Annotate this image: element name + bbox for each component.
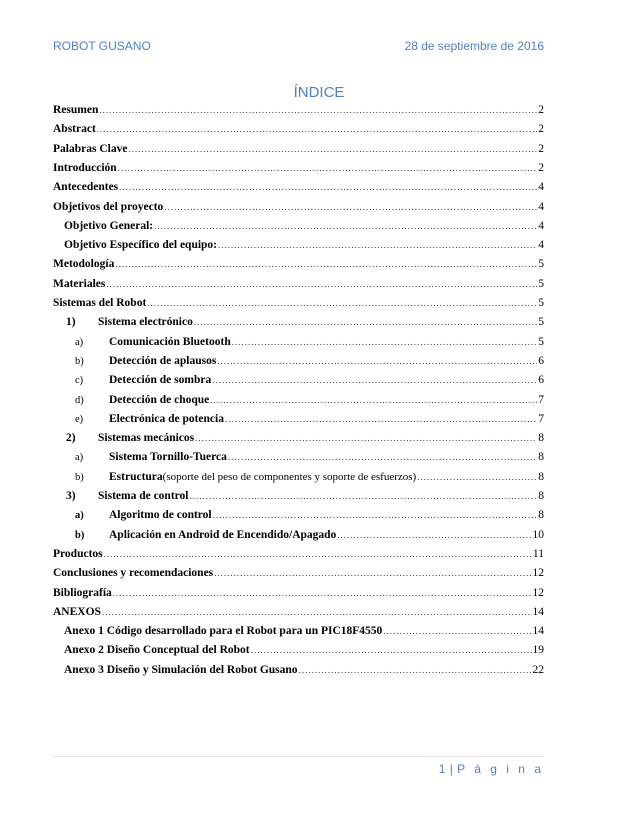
toc-leader-dots (232, 337, 538, 347)
toc-entry-label: Abstract (53, 123, 96, 136)
toc-page-number: 6 (538, 354, 544, 367)
toc-entry-label: Conclusiones y recomendaciones (53, 567, 214, 580)
toc-page-number: 4 (538, 219, 544, 232)
toc-leader-dots (104, 549, 532, 559)
header-left-title: ROBOT GUSANO (53, 39, 151, 53)
toc-entry[interactable] (53, 644, 544, 660)
toc-leader-dots (195, 433, 537, 443)
toc-entry[interactable] (53, 587, 544, 603)
toc-leader-dots (213, 510, 538, 520)
toc-leader-dots (251, 645, 532, 655)
toc-page-number: 8 (538, 451, 544, 464)
toc-entry-label: Aplicación en Android de Encendido/Apagado (109, 528, 337, 541)
toc-entry[interactable] (53, 432, 544, 448)
toc-page-number: 7 (538, 412, 544, 425)
toc-page-number: 19 (532, 644, 544, 657)
footer-page-number: 1 (438, 762, 446, 776)
toc-entry-label: Antecedentes (53, 181, 119, 194)
toc-page-number: 2 (538, 161, 544, 174)
toc-entry-label: Detección de aplausos (109, 354, 217, 367)
toc-page-number: 5 (538, 316, 544, 329)
toc-entry-number: b) (75, 355, 84, 367)
toc-entry[interactable] (53, 181, 544, 197)
toc-entry-note: (soporte del peso de componentes y soporte de esfuerzos) (162, 470, 417, 483)
toc-entry-label: Objetivo Específico del equipo: (64, 239, 218, 252)
page-footer (439, 762, 544, 776)
toc-entry-label: Detección de choque (109, 393, 210, 406)
toc-leader-dots (218, 240, 537, 250)
toc-entry[interactable] (53, 509, 544, 525)
toc-entry-label: Sistema de control (98, 490, 189, 502)
toc-entry[interactable] (53, 567, 544, 583)
toc-entry-number: a) (75, 452, 84, 464)
header-date: 28 de septiembre de 2016 (404, 39, 544, 53)
toc-leader-dots (118, 163, 538, 173)
toc-page-number: 11 (532, 547, 544, 560)
toc-entry-number: b) (75, 471, 84, 483)
footer-separator: | (445, 762, 458, 776)
toc-page-number: 4 (538, 200, 544, 213)
toc-entry-label: Detección de sombra (109, 374, 212, 387)
toc-page-number: 7 (538, 393, 544, 406)
toc-leader-dots (97, 124, 537, 134)
toc-leader-dots (115, 259, 537, 269)
toc-leader-dots (212, 375, 537, 385)
toc-entry[interactable] (53, 374, 544, 390)
toc-entry[interactable] (53, 220, 544, 236)
toc-entry[interactable] (53, 104, 544, 120)
toc-leader-dots (217, 356, 537, 366)
toc-leader-dots (128, 144, 537, 154)
toc-entry-label: Palabras Clave (53, 142, 128, 155)
toc-entry-label: Objetivo General: (64, 219, 154, 232)
footer-divider (53, 756, 544, 757)
toc-page-number: 2 (538, 123, 544, 136)
toc-page-number: 10 (532, 528, 544, 541)
toc-leader-dots (337, 530, 531, 540)
toc-entry[interactable] (53, 162, 544, 178)
toc-entry-number: d) (75, 394, 84, 406)
toc-entry-label: Estructura (109, 470, 163, 483)
footer-page-word: P á g i n a (457, 762, 544, 776)
toc-entry-label: ANEXOS (53, 605, 101, 618)
toc-entry-label: Anexo 1 Código desarrollado para el Robot para un PIC18F4550 (64, 625, 383, 638)
toc-entry-number: 2) (66, 432, 76, 445)
toc-page-number: 5 (538, 335, 544, 348)
toc-entry[interactable] (53, 471, 544, 487)
toc-entry[interactable] (53, 548, 544, 564)
toc-entry[interactable] (53, 490, 544, 506)
toc-page-number: 12 (532, 586, 544, 599)
toc-entry-label: Sistema electrónico (98, 316, 193, 329)
toc-page-number: 5 (538, 297, 544, 309)
toc-entry[interactable] (53, 529, 544, 545)
toc-entry-label: Resumen (53, 104, 99, 116)
toc-page-number: 4 (538, 239, 544, 252)
toc-entry-label: Materiales (53, 277, 106, 290)
toc-leader-dots (99, 105, 537, 115)
toc-entry-label: Comunicación Bluetooth (109, 335, 231, 348)
toc-entry-label: Electrónica de potencia (109, 412, 224, 425)
toc-entry-label: Introducción (53, 161, 117, 174)
toc-leader-dots (417, 472, 537, 482)
toc-entry[interactable] (53, 239, 544, 255)
toc-entry[interactable] (53, 336, 544, 352)
toc-entry-number: e) (75, 413, 84, 425)
toc-page-number: 14 (532, 625, 544, 638)
toc-leader-dots (147, 298, 537, 308)
toc-entry-label: Metodología (53, 258, 115, 271)
toc-page-number: 22 (532, 663, 544, 676)
toc-entry[interactable] (53, 625, 544, 641)
toc-entry[interactable] (53, 664, 544, 680)
toc-leader-dots (190, 491, 538, 501)
toc-page-number: 8 (538, 432, 544, 445)
toc-leader-dots (299, 665, 532, 675)
toc-entry[interactable] (53, 201, 544, 217)
toc-leader-dots (214, 568, 531, 578)
toc-entry[interactable] (53, 143, 544, 159)
toc-leader-dots (228, 452, 537, 462)
toc-entry-number: c) (75, 375, 84, 387)
toc-entry-label: Sistema Tornillo-Tuerca (109, 451, 227, 464)
toc-leader-dots (119, 182, 537, 192)
toc-entry[interactable] (53, 606, 544, 622)
toc-page-number: 8 (538, 470, 544, 483)
toc-entry-number: a) (75, 510, 84, 522)
toc-page-number: 2 (538, 104, 544, 116)
toc-entry-label: Sistemas mecánicos (98, 432, 195, 445)
toc-entry[interactable] (53, 316, 544, 332)
toc-entry[interactable] (53, 297, 544, 313)
toc-leader-dots (102, 607, 532, 617)
toc-entry-label: Anexo 3 Diseño y Simulación del Robot Gusano (64, 663, 298, 676)
toc-page-number: 2 (538, 142, 544, 155)
toc-leader-dots (194, 317, 537, 327)
toc-entry[interactable] (53, 258, 544, 274)
toc-entry-label: Bibliografía (53, 586, 112, 599)
toc-leader-dots (164, 202, 537, 212)
toc-entry-label: Sistemas del Robot (53, 297, 147, 309)
toc-entry[interactable] (53, 278, 544, 294)
toc-entry-number: 3) (66, 490, 76, 502)
toc-leader-dots (225, 414, 537, 424)
toc-entry-label: Anexo 2 Diseño Conceptual del Robot (64, 644, 250, 657)
toc-entry[interactable] (53, 451, 544, 467)
toc-entry-number: a) (75, 336, 84, 348)
page-title: ÍNDICE (293, 84, 345, 101)
toc-leader-dots (106, 279, 537, 289)
toc-leader-dots (383, 626, 531, 636)
toc-page-number: 12 (532, 567, 544, 580)
toc-leader-dots (210, 395, 537, 405)
toc-entry-number: 1) (66, 316, 76, 329)
toc-entry[interactable] (53, 123, 544, 139)
toc-page-number: 14 (532, 605, 544, 618)
toc-page-number: 4 (538, 181, 544, 194)
toc-page-number: 8 (538, 509, 544, 522)
toc-entry-number: b) (75, 529, 85, 541)
toc-leader-dots (154, 221, 537, 231)
toc-entry[interactable] (53, 394, 544, 410)
toc-page-number: 6 (538, 374, 544, 387)
toc-page-number: 5 (538, 277, 544, 290)
toc-entry-label: Algoritmo de control (109, 509, 212, 522)
toc-entry[interactable] (53, 413, 544, 429)
toc-leader-dots (113, 588, 532, 598)
toc-entry-label: Productos (53, 547, 103, 560)
toc-page-number: 5 (538, 258, 544, 271)
toc-entry[interactable] (53, 355, 544, 371)
toc-page-number: 8 (538, 490, 544, 502)
toc-entry-label: Objetivos del proyecto (53, 200, 164, 213)
